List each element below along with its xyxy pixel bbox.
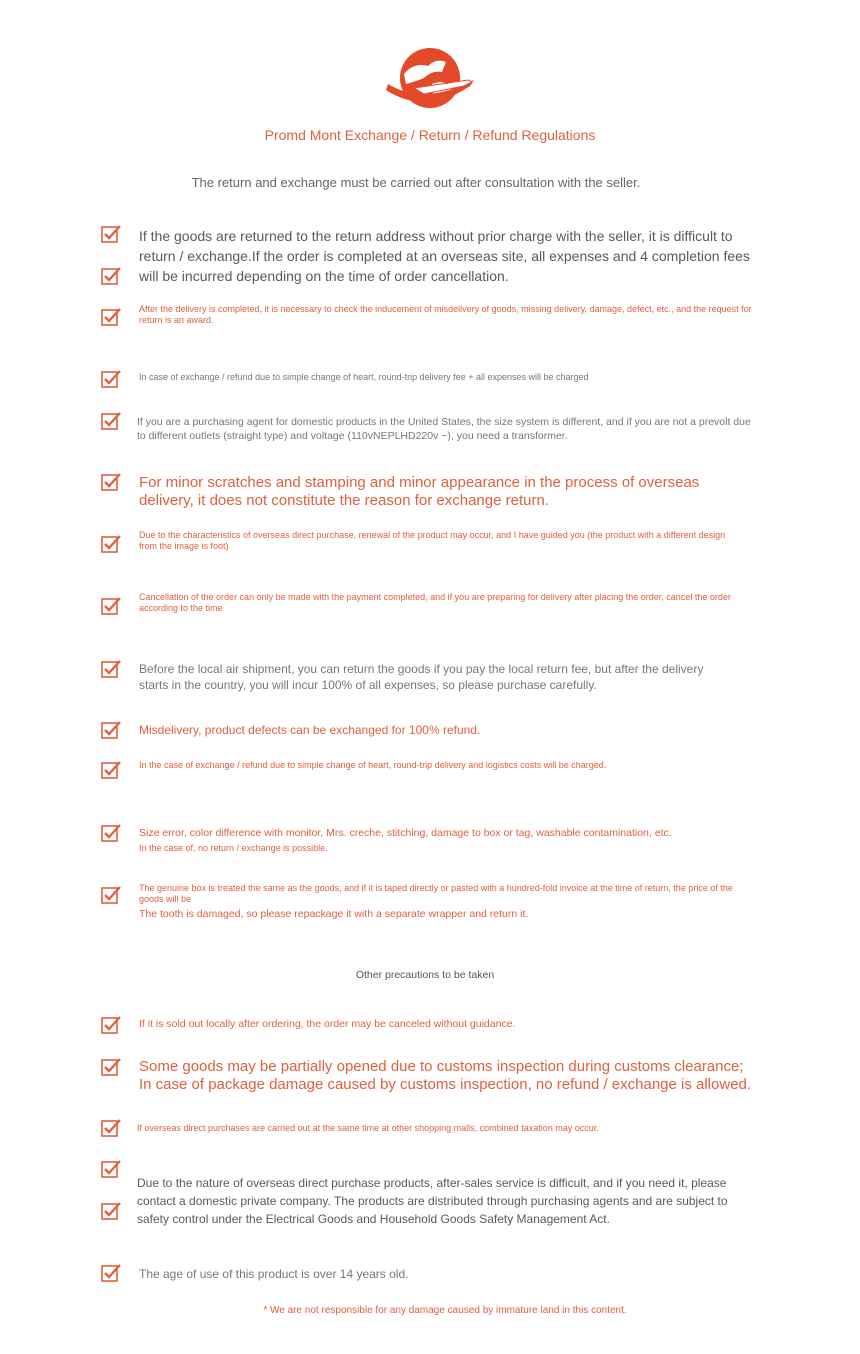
checkbox-checked-icon (101, 720, 121, 739)
checkbox-checked-icon (101, 369, 121, 388)
checkbox-checked-icon (101, 885, 121, 904)
precaution-item-4: Due to the nature of overseas direct purchase products, after-sales service is difficult, and if you need it, please contact a domestic private company. The products are distributed through purchasing agents and are subject to safety control under the Electrical Goods and Household Goods Safety Management Act. (137, 1176, 728, 1226)
section-title: Other precautions to be taken (355, 969, 495, 981)
regulation-item-2: After the delivery is completed, it is necessary to check the inducement of misdelivery of goods, missing delivery, damage, defect, etc., and the request for return is an award. (139, 304, 752, 325)
checkbox-checked-icon (101, 224, 121, 243)
page-title: Promd Mont Exchange / Return / Refund Regulations (264, 127, 596, 143)
regulation-item-12-line2: The tooth is damaged, so please repackage it with a separate wrapper and return it. (139, 908, 529, 920)
precaution-item-3: If overseas direct purchases are carried out at the same time at other shopping malls, combined taxation may occur. (137, 1123, 599, 1133)
precaution-item-5: The age of use of this product is over 14 years old. (139, 1267, 409, 1281)
checkbox-checked-icon (101, 1118, 121, 1137)
checkbox-checked-icon (101, 1263, 121, 1282)
checkbox-checked-icon (101, 411, 121, 430)
checkbox-checked-icon (101, 1201, 121, 1220)
checkbox-checked-icon (101, 534, 121, 553)
regulation-item-11-line2: In the case of, no return / exchange is possible. (139, 843, 328, 853)
checkbox-checked-icon (101, 1159, 121, 1178)
page-subtitle: The return and exchange must be carried out after consultation with the seller. (191, 175, 641, 190)
checkbox-checked-icon (101, 659, 121, 678)
regulation-item-11 (139, 826, 759, 854)
globe-plane-logo-icon (384, 44, 478, 114)
checkbox-checked-icon (101, 760, 121, 779)
regulation-item-12 (139, 883, 751, 921)
regulation-item-8: Before the local air shipment, you can return the goods if you pay the local return fee, but after the delivery starts in the country, you will incur 100% of all expenses, so please purchase carefully. (139, 662, 704, 692)
regulation-item-5: For minor scratches and stamping and minor appearance in the process of overseas delivery, it does not constitute the reason for exchange return. (139, 474, 700, 509)
regulation-item-9: Misdelivery, product defects can be exchanged for 100% refund. (139, 723, 481, 737)
regulation-item-3: In case of exchange / refund due to simple change of heart, round-trip delivery fee + all expenses will be charged (139, 372, 589, 382)
footer-disclaimer: * We are not responsible for any damage caused by immature land in this content. (263, 1305, 627, 1316)
regulation-item-4: If you are a purchasing agent for domestic products in the United States, the size system is different, and if you are not a prevolt due to different outlets (straight type) and voltage (110vNEPLHD220v ~), you need a transformer. (137, 416, 751, 442)
regulation-item-11-line1: Size error, color difference with monitor, Mrs. creche, stitching, damage to box or tag, washable contamination, etc. (139, 827, 672, 839)
checkbox-checked-icon (101, 472, 121, 491)
regulation-item-1: If the goods are returned to the return address without prior charge with the seller, it is difficult to return / exchange.If the order is completed at an overseas site, all expenses and 4 completion fees will be incurred depending on the time of order cancellation. (139, 228, 750, 284)
regulation-item-10: In the case of exchange / refund due to simple change of heart, round-trip delivery and logistics costs will be charged. (139, 760, 607, 770)
precaution-item-2: Some goods may be partially opened due to customs inspection during customs clearance; In case of package damage caused by customs inspection, no refund / exchange is allowed. (139, 1058, 752, 1093)
checkbox-checked-icon (101, 307, 121, 326)
precaution-item-1: If it is sold out locally after ordering, the order may be canceled without guidance. (139, 1018, 516, 1030)
checkbox-checked-icon (101, 266, 121, 285)
regulation-item-6: Due to the characteristics of overseas direct purchase, renewal of the product may occur, and I have guided you (the product with a different design from the image is foot) (139, 530, 726, 551)
checkbox-checked-icon (101, 1015, 121, 1034)
checkbox-checked-icon (101, 823, 121, 842)
regulation-item-7: Cancellation of the order can only be made with the payment completed, and if you are preparing for delivery after placing the order, cancel the order according to the time (139, 592, 731, 613)
checkbox-checked-icon (101, 1057, 121, 1076)
regulation-item-12-line1: The genuine box is treated the same as the goods, and if it is taped directly or pasted with a hundred-fold invoice at the time of return, the price of the goods will be (139, 883, 733, 904)
checkbox-checked-icon (101, 596, 121, 615)
